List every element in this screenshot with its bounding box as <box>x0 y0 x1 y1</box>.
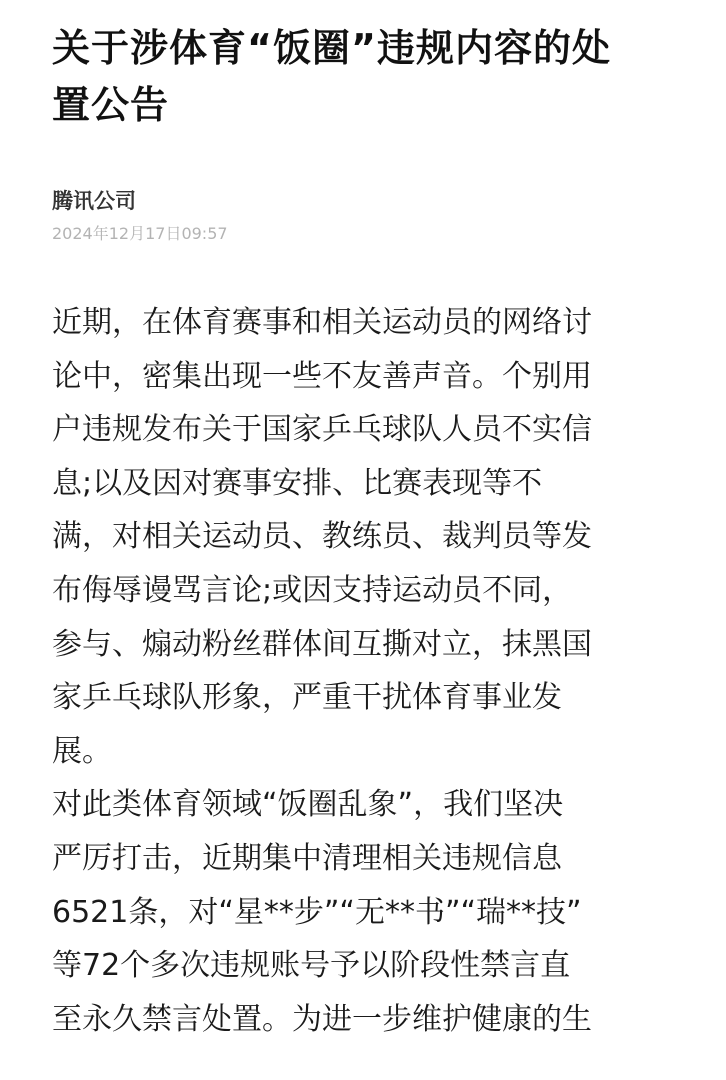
body-line: 论中，密集出现一些不友善声音。个别用 <box>52 358 592 394</box>
article-title <box>52 20 692 134</box>
body-line: 展。 <box>52 733 112 769</box>
publish-datetime: 2024年12月17日09:57 <box>52 224 228 243</box>
article-body <box>52 296 712 1046</box>
body-line: 严厉打击，近期集中清理相关违规信息 <box>52 840 562 876</box>
body-line: 6521条，对“星**步”“无**书”“瑞**技” <box>52 894 582 930</box>
body-line: 至永久禁言处置。为进一步维护健康的生 <box>52 1001 592 1037</box>
body-line: 家乒乓球队形象，严重干扰体育事业发 <box>52 680 562 716</box>
body-line: 对此类体育领域“饭圈乱象”，我们坚决 <box>52 787 564 823</box>
body-line: 布侮辱谩骂言论;或因支持运动员不同， <box>52 572 573 608</box>
body-line: 户违规发布关于国家乒乓球队人员不实信 <box>52 412 592 448</box>
body-line: 近期，在体育赛事和相关运动员的网络讨 <box>52 305 592 340</box>
body-line: 息;以及因对赛事安排、比赛表现等不 <box>52 465 543 501</box>
author-name[interactable]: 腾讯公司 <box>52 189 136 213</box>
body-line: 满，对相关运动员、教练员、裁判员等发 <box>52 519 592 555</box>
body-line: 等72个多次违规账号予以阶段性禁言直 <box>52 948 571 984</box>
body-line: 参与、煽动粉丝群体间互撕对立，抹黑国 <box>52 626 592 662</box>
article-title-line-2: 置公告 <box>52 83 170 127</box>
article-title-line-1: 关于涉体育“饭圈”违规内容的处 <box>52 26 611 70</box>
